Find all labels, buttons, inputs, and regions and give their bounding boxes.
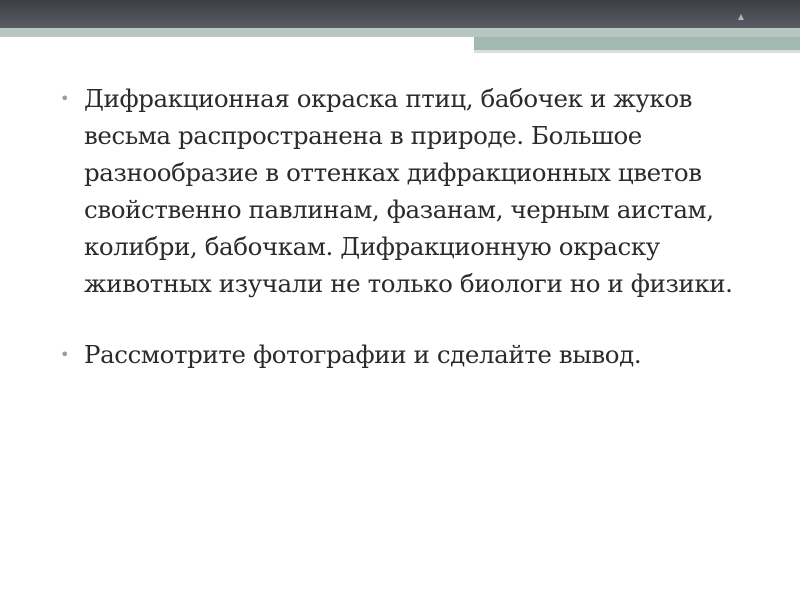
bullet-text-1: Дифракционная окраска птиц, бабочек и жуков весьма распространена в природе. Большое разнообразие в оттенках дифракционных цветов свойственно павлинам, фазанам, черным аистам, колибри, бабочкам. Дифракционную окраску животных изучали не только биологи но и физики. — [84, 84, 733, 298]
bullet-item-2 — [58, 336, 748, 373]
bullet-dot-icon: • — [60, 89, 70, 108]
header-tab-shadow — [474, 50, 800, 53]
bullet-text-2: Рассмотрите фотографии и сделайте вывод. — [84, 340, 642, 369]
slide-content — [58, 80, 748, 407]
header-tab — [474, 37, 800, 50]
header-strip — [0, 28, 800, 37]
bullet-item-1 — [58, 80, 748, 302]
bullet-dot-icon: • — [60, 345, 70, 364]
header-band — [0, 0, 800, 28]
header-triangle-icon — [738, 14, 744, 20]
